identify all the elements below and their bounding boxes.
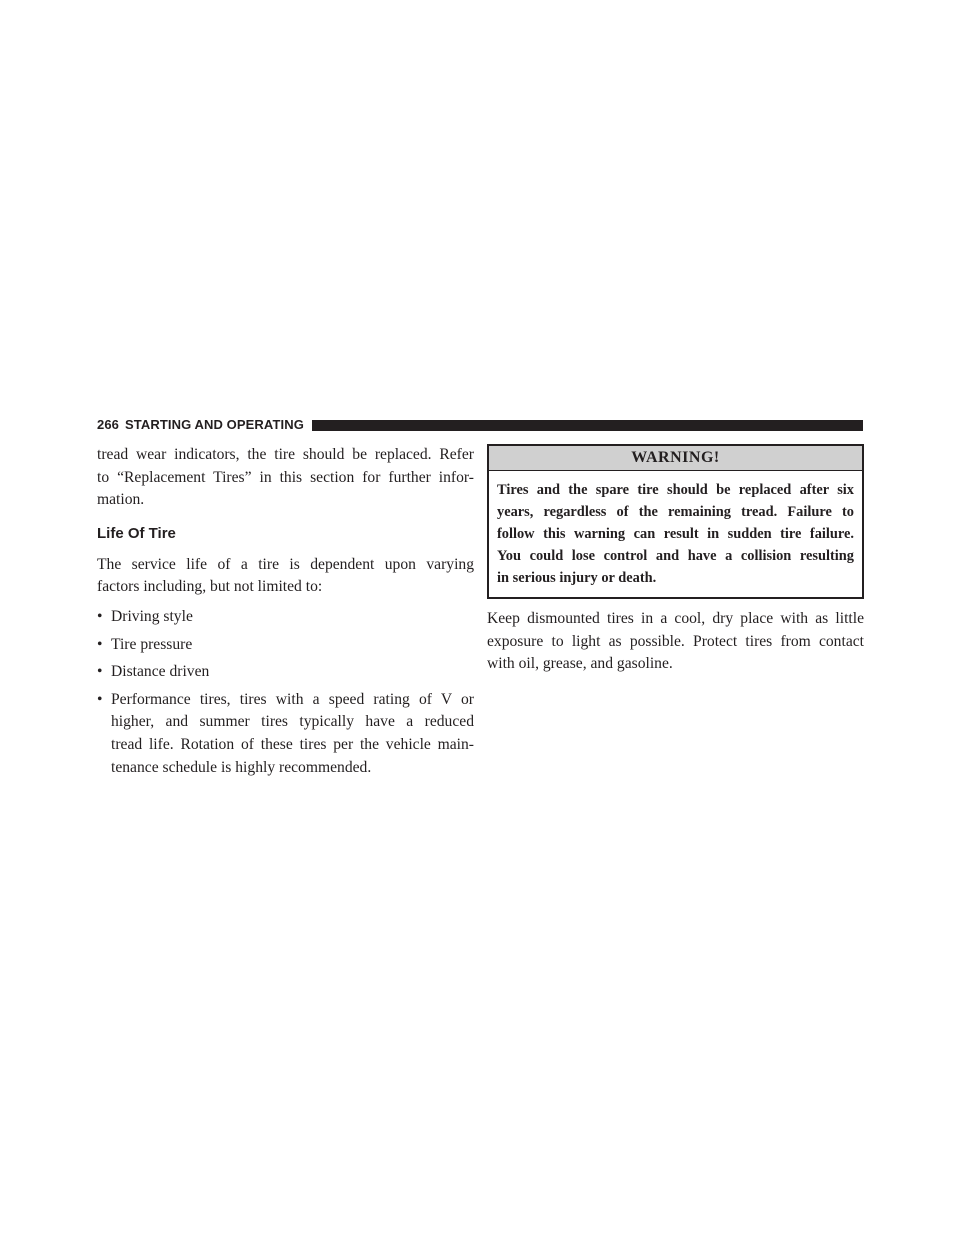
header-rule bbox=[312, 420, 863, 431]
left-column bbox=[97, 444, 474, 784]
list-item bbox=[97, 634, 474, 657]
warning-box bbox=[487, 444, 864, 599]
warning-text bbox=[489, 471, 862, 597]
right-column bbox=[487, 444, 864, 676]
text-line: with oil, grease, and gasoline. bbox=[487, 655, 673, 673]
bullet-icon: • bbox=[97, 663, 103, 681]
text-line: years, regardless of the remaining tread. Failure to bbox=[497, 504, 854, 520]
factor-list bbox=[97, 606, 474, 779]
warning-title: WARNING! bbox=[489, 446, 862, 471]
text-line: tenance schedule is highly recommended. bbox=[111, 758, 372, 776]
text-line: Performance tires, tires with a speed rating of V or bbox=[111, 690, 474, 708]
text-line: in serious injury or death. bbox=[497, 570, 657, 586]
page-header bbox=[97, 418, 863, 432]
text-line: You could lose control and have a collision resulting bbox=[497, 548, 854, 564]
bullet-icon: • bbox=[97, 635, 103, 653]
text-line: Driving style bbox=[111, 607, 193, 625]
text-line: The service life of a tire is dependent upon varying bbox=[97, 555, 474, 573]
text-line: tread wear indicators, the tire should be replaced. Refer bbox=[97, 446, 474, 463]
text-line: to “Replacement Tires” in this section for further infor- bbox=[97, 468, 474, 486]
page-number: 266 bbox=[97, 417, 119, 432]
subheading-life-of-tire: Life Of Tire bbox=[97, 524, 176, 542]
list-item bbox=[97, 606, 474, 629]
text-line: mation. bbox=[97, 491, 145, 509]
storage-paragraph bbox=[487, 608, 864, 676]
intro-paragraph bbox=[97, 444, 474, 512]
list-item bbox=[97, 661, 474, 684]
bullet-icon: • bbox=[97, 690, 103, 708]
text-line: Tires and the spare tire should be replaced after six bbox=[497, 482, 854, 498]
service-life-paragraph bbox=[97, 554, 474, 599]
text-line: Keep dismounted tires in a cool, dry place with as little bbox=[487, 610, 864, 627]
text-line: factors including, but not limited to: bbox=[97, 578, 323, 596]
text-line: tread life. Rotation of these tires per the vehicle main- bbox=[111, 735, 474, 753]
text-line: Distance driven bbox=[111, 663, 210, 681]
section-title: STARTING AND OPERATING bbox=[125, 417, 304, 432]
text-line: Tire pressure bbox=[111, 635, 193, 653]
list-item bbox=[97, 689, 474, 779]
bullet-icon: • bbox=[97, 607, 103, 625]
text-line: higher, and summer tires typically have a reduced bbox=[111, 713, 474, 731]
text-line: exposure to light as possible. Protect tires from contact bbox=[487, 632, 864, 650]
text-line: follow this warning can result in sudden tire failure. bbox=[497, 526, 854, 542]
